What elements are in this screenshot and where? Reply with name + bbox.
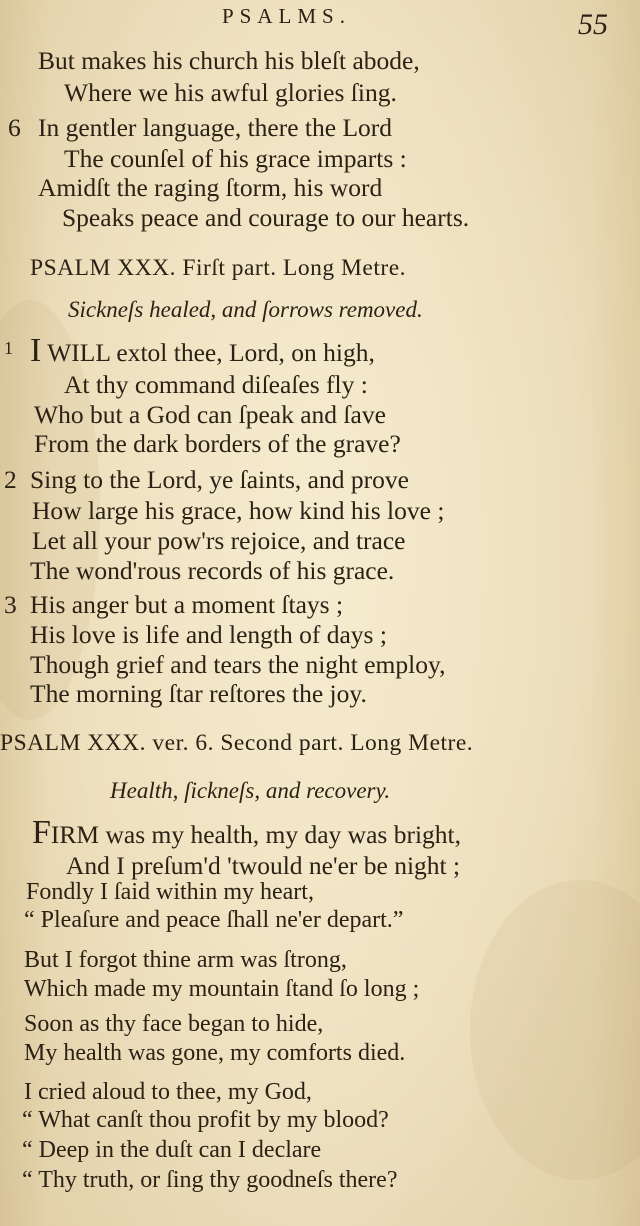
psalm-title: PSALM XXX. ver. 6. Second part. Long Metre. — [0, 730, 474, 756]
verse-line: “ Pleaſure and peace ſhall ne'er depart.” — [24, 907, 404, 933]
verse-line: The wond'rous records of his grace. — [30, 556, 395, 585]
running-title: PSALMS. — [222, 4, 351, 28]
stanza-number: 6 — [8, 113, 21, 142]
verse-line: Where we his awful glories ſing. — [64, 78, 397, 107]
psalm-subtitle: Sickneſs healed, and ſorrows removed. — [68, 297, 423, 322]
page-number: 55 — [578, 8, 608, 41]
verse-line: Sing to the Lord, ye ſaints, and prove — [30, 465, 409, 494]
verse-line: “ What canſt thou profit by my blood? — [22, 1107, 389, 1133]
verse-line: The morning ſtar reſtores the joy. — [30, 679, 367, 708]
verse-line: But makes his church his bleſt abode, — [38, 46, 420, 75]
drop-capital: F — [32, 814, 51, 851]
verse-line: “ Deep in the duſt can I declare — [22, 1137, 322, 1163]
verse-line: Let all your pow'rs rejoice, and trace — [32, 526, 406, 555]
verse-line: Who but a God can ſpeak and ſave — [34, 400, 386, 429]
verse-line: Soon as thy face began to hide, — [24, 1011, 324, 1037]
verse-line: But I forgot thine arm was ſtrong, — [24, 947, 347, 973]
verse-line: His love is life and length of days ; — [30, 620, 387, 649]
stanza-number: 2 — [4, 465, 17, 494]
stanza-number: 3 — [4, 590, 17, 619]
verse-line: Though grief and tears the night employ, — [30, 650, 446, 679]
verse-line: How large his grace, how kind his love ; — [32, 496, 445, 525]
verse-line: Amidſt the raging ſtorm, his word — [38, 173, 383, 202]
verse-line: I cried aloud to thee, my God, — [24, 1079, 312, 1105]
stanza-number: 1 — [4, 338, 13, 358]
verse-line: Fondly I ſaid within my heart, — [26, 879, 314, 905]
verse-line: My health was gone, my comforts died. — [24, 1040, 406, 1066]
drop-capital: I — [30, 332, 42, 369]
psalm-subtitle: Health, ſickneſs, and recovery. — [110, 778, 391, 803]
verse-line: His anger but a moment ſtays ; — [30, 590, 344, 619]
psalm-title: PSALM XXX. Firſt part. Long Metre. — [30, 255, 407, 281]
verse-line: From the dark borders of the grave? — [34, 429, 401, 458]
page-stain — [470, 880, 640, 1180]
verse-line: The counſel of his grace imparts : — [64, 144, 407, 173]
verse-line: Which made my mountain ſtand ſo long ; — [24, 976, 420, 1002]
verse-line: And I preſum'd 'twould ne'er be night ; — [66, 851, 461, 880]
verse-line: In gentler language, there the Lord — [38, 113, 393, 142]
verse-line: At thy command diſeaſes fly : — [64, 370, 368, 399]
verse-line: Speaks peace and courage to our hearts. — [62, 203, 470, 232]
verse-line: FIRM was my health, my day was bright, — [32, 814, 461, 851]
verse-line: I WILL extol thee, Lord, on high, — [30, 332, 375, 369]
verse-line: “ Thy truth, or ſing thy goodneſs there? — [22, 1167, 398, 1193]
